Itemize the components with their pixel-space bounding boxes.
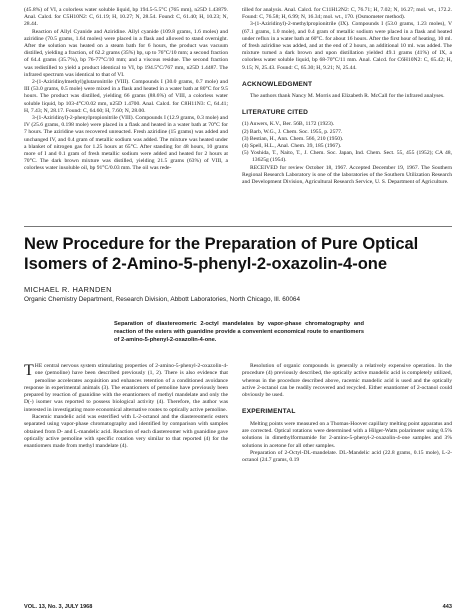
paragraph: Reaction of Allyl Cyanide and Aziridine. Allyl cyanide (109.8 grams, 1.6 moles) and aziridine (70.5 grams, 1.64 moles) were placed in a flask and allowed to stand overnight. After the solution was heated on a steam bath for 6 hours, the product was vacuum distilled, yielding a fraction, of 62.2 grams (35%) bp, up to 76°C/10 mm; a second fraction of 64.4 grams (35.7%), bp 76-77°C/10 mm; and a viscous residue. The second fraction was redistilled to yield a product identical to VI, bp 194.5°C/767 mm, n25D 1.4487. The infrared spectrum was identical to that of VI. xyxy=(24,28,228,78)
drop-cap: T xyxy=(24,362,34,379)
intro-paragraph xyxy=(24,363,228,414)
reference-item: (2) Barb, W.G., J. Chem. Soc. 1955, p. 2577. xyxy=(242,128,343,135)
page-number: 443 xyxy=(442,604,452,610)
reference-item: (4) Spell, H.L., Anal. Chem. 39, 185 (1967). xyxy=(242,143,342,150)
reference-item: (1) Auwers, K.V., Ber. 56B, 1172 (1923). xyxy=(242,121,335,128)
author-name: MICHAEL R. HARNDEN xyxy=(24,285,112,294)
paragraph: Preparation of 2-Octyl-DL-mandelate. DL-Mandelic acid (22.8 grams, 0.15 mole), L-2-octanol (24.7 grams, 0.19 xyxy=(242,449,452,464)
footer-volume: VOL. 13, No. 3, JULY 1968 xyxy=(24,604,93,610)
paragraph: tilled for analysis. Anal. Calcd. for C11H12N2: C, 76.71; H, 7.02; N, 16.27; mol. wt., 172.2. Found: C, 76.58; H, 6.99; N, 16.34; mol. wt., 170. (Osmometer method). xyxy=(242,7,452,21)
intro-text: HE central nervous system stimulating properties of 2-amino-5-phenyl-2-oxazolin-4-one (pemoline) have been described previously (1, 2). There is also evidence that pemoline accelerates acquisition and enhances retention of a conditioned avoidance response in experimental animals (3). The enantiomers of pemoline have previously been prepared by reaction of guanidine with the enantiomers of methyl mandelate and only the D(-) isomer was reported to possess biological activity (4). Therefore, the author was interested in investigating more economical alternative routes to optically active pemoline. xyxy=(24,363,228,413)
paragraph: 3-(1-Aziridinyl)-2-phenylpropionitrile (VIII). Compounds I (12.9 grams, 0.3 mole) and IV (25.6 grams, 0.198 mole) were placed in a flask and heated in a water bath at 70°C for 7 hours. The aziridine was recovered unreacted. Fresh aziridine (15 grams) was added and unchanged IV, and 0.4 gram of metallic sodium was added. The mixture was heated under a blanket of nitrogen gas for 1.25 hours at 65°C. After standing for 48 hours, 10 grams more of I and 0.1 gram of fresh metallic sodium were added and heated for 2 hours at 70°C. The dark brown mixture was distilled, yielding 21.5 grams (63%) of VIII, a colorless water insoluble oil, bp 91°C/0.03 mm. The oil was rede- xyxy=(24,115,228,172)
received-note: RECEIVED for review October 18, 1967. Accepted December 19, 1967. The Southern Regional Research Laboratory is one of the laboratories of the Southern Utilization Research and Development Division, Agricultural Research Service, U. S. Department of Agriculture. xyxy=(242,164,452,186)
body-right-column xyxy=(242,363,452,465)
body-left-column xyxy=(24,363,228,451)
paragraph: Resolution of organic compounds is generally a relatively expensive operation. In the procedure (4) previously described, the optically active mandelic acid is completely utilized, whereas in the procedure described above, racemic mandelic acid is used and the optically active 2-octanol can be readily recovered and recycled. Either enantiomer of 2-octanol could obviously be used. xyxy=(242,363,452,399)
literature-cited-heading: LITERATURE CITED xyxy=(242,109,309,117)
upper-left-column xyxy=(24,7,228,173)
paragraph: Melting points were measured on a Thomas-Hoover capillary melting point apparatus and are corrected. Optical rotations were determined with a Hilger-Watts polarimeter using 0.5% solutions in dimethylformamide for 2-amino-5-phenyl-2-oxazolin-4-one samples and 3% solutions in acetone for all other samples. xyxy=(242,420,452,449)
reference-item: (5) Yoshida, T., Naito, T., J. Chem. Soc. Japan, Ind. Chem. Sect. 55, 455 (1952); CA 48, 13625g (1954). xyxy=(242,150,452,164)
abstract: Separation of diastereomeric 2-octyl mandelates by vapor-phase chromatography and reaction of the esters with guanidine provide a convenient economical route to enantiomers of 2-amino-5-phenyl-2-oxazolin-4-one. xyxy=(114,321,364,343)
paragraph: (45.8%) of VI, a colorless water soluble liquid, bp 194.5-5.5°C (765 mm), n25D 1.43879. Anal. Calcd. for C5H10N2: C, 61.19; H, 10.27; N, 28.54. Found: C, 61.40; H, 10.23; N, 28.44. xyxy=(24,7,228,28)
divider xyxy=(24,226,452,227)
experimental-heading: EXPERIMENTAL xyxy=(242,408,296,416)
paragraph: Racemic mandelic acid was esterified with L-2-octanol and the diastereomeric esters separated using vapor-phase chromatography and identified by comparison with samples obtained from D- and L-mandelic acid. Reaction of each diastereomer with guanidine gave optically active pemoline with specific rotation very similar to that reported (4) for the enantiomers made from methyl mandelate (4). xyxy=(24,414,228,450)
reference-list xyxy=(242,121,452,164)
author-affiliation: Organic Chemistry Department, Research Division, Abbott Laboratories, North Chicago, Ill. 60064 xyxy=(24,296,300,303)
paragraph: 2-(1-Aziridinylmethyl)glutaronitrile (VIII). Compounds I (30.0 grams, 0.7 mole) and III (53.0 grams, 0.5 mole) were mixed in a flask and heated in a water bath at 80°C for 9.5 hours. The product was distilled, yielding 66 grams (88.6%) of VIII, a colorless water soluble liquid, bp 103-4°C/0.02 mm, n25D 1.4700. Anal. Calcd. for C8H11N3: C, 64.41; H, 7.43; N, 28.17. Found: C, 64.60; H, 7.60; N, 28.00. xyxy=(24,79,228,114)
acknowledgment-text: The authors thank Nancy M. Morris and Elizabeth R. McCall for the infrared analyses. xyxy=(250,93,445,100)
upper-right-column xyxy=(242,7,452,186)
acknowledgment-heading: ACKNOWLEDGMENT xyxy=(242,80,313,88)
paragraph: 3-(1-Aziridinyl)-2-methylpropionitrile (IX). Compounds I (53.0 grams, 1.23 moles), V (67.1 grams, 1.0 mole), and 0.4 gram of metallic sodium were placed in a flask and heated under reflux in a water bath at 60°C. for about 16 hours. After the first hour of heating, 10 ml. of fresh aziridine was added, and at the end of 2 hours, an additional 10 ml. was added. The mixture turned a dark brown and upon distillation yielded 49.1 grams (41%) of IX, a colorless water soluble liquid, bp 68-70°C/11 mm. Anal. Calcd. for C6H10N2: C, 65.42; H, 9.15; N, 25.43. Found: C, 65.30; H, 9.21; N, 25.44. xyxy=(242,21,452,71)
article-title: New Procedure for the Preparation of Pure Optical Isomers of 2-Amino-5-phenyl-2-oxazolin-4-one xyxy=(24,235,419,273)
reference-item: (3) Bestian, H., Ann. Chem. 566, 210 (1950). xyxy=(242,135,344,142)
